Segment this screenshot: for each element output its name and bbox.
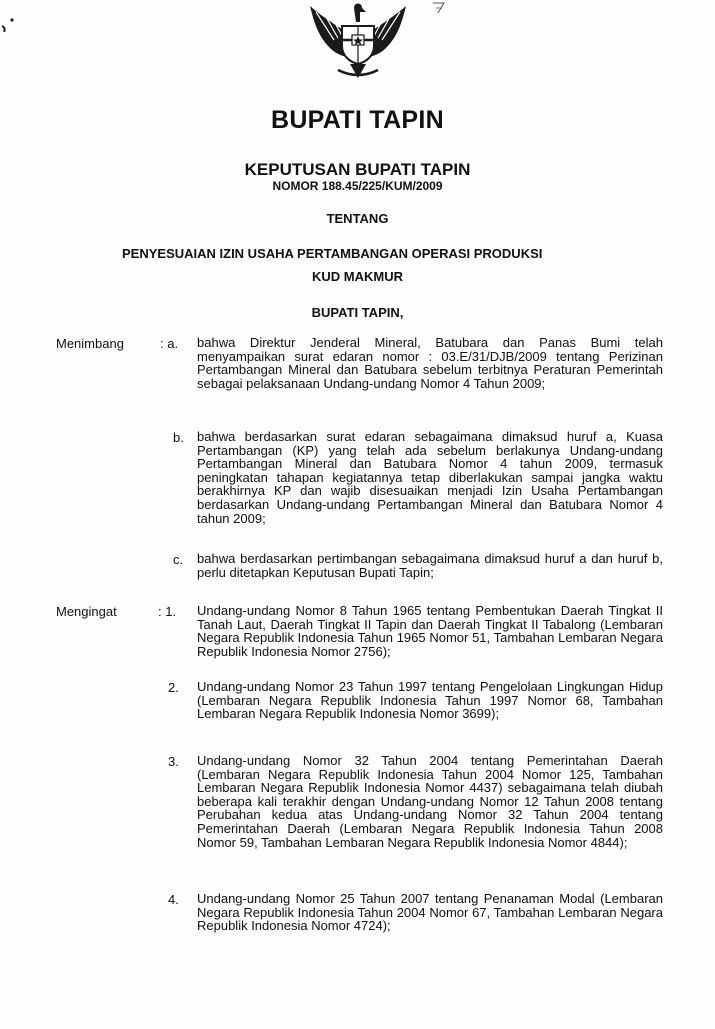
menimbang-label: Menimbang <box>56 336 124 351</box>
mengingat-item-marker-2: 2. <box>168 680 179 695</box>
decree-number: NOMOR 188.45/225/KUM/2009 <box>272 179 443 193</box>
decree-subject-entity: KUD MAKMUR <box>312 269 403 284</box>
menimbang-item-marker-c: c. <box>173 552 184 567</box>
mengingat-label: Mengingat <box>56 604 117 619</box>
handwritten-mark-icon <box>430 0 450 16</box>
regent-title: BUPATI TAPIN <box>270 106 445 134</box>
mengingat-item-4: Undang-undang Nomor 25 Tahun 2007 tentang Penanaman Modal (Lembaran Negara Republik Indonesia Tahun 2004 Nomor 67, Tambahan Lembaran Negara Republik Indonesia Nomor 4724); <box>197 891 663 934</box>
mengingat-item-marker-4: 4. <box>168 892 179 907</box>
menimbang-item-a: bahwa Direktur Jenderal Mineral, Batubara dan Panas Bumi telah menyampaikan surat edaran nomor : 03.E/31/DJB/2009 tentang Perizinan Pertambangan Mineral dan Batubara sebelum terbitnya Peraturan Pemerintah sebagai pelaksanaan Undang-undang Nomor 4 Tahun 2009; <box>197 335 663 391</box>
decree-title: KEPUTUSAN BUPATI TAPIN <box>244 160 471 179</box>
mengingat-item-2: Undang-undang Nomor 23 Tahun 1997 tentang Pengelolaan Lingkungan Hidup (Lembaran Negara Republik Indonesia Tahun 1997 Nomor 68, Tambahan Lembaran Negara Republik Indonesia Nomor 3699); <box>197 679 663 722</box>
issuer-heading: BUPATI TAPIN, <box>311 305 404 320</box>
menimbang-item-marker-a: : a. <box>160 336 179 351</box>
mengingat-item-3: Undang-undang Nomor 32 Tahun 2004 tentang Pemerintahan Daerah (Lembaran Negara Republik Indonesia Tahun 2004 Nomor 125, Tambahan Lembaran Negara Republik Indonesia Nomor 4437) sebagaimana telah diubah beberapa kali terakhir dengan Undang-undang Nomor 12 Tahun 2008 tentang Perubahan kedua atas Undang-undang Nomor 32 Tahun 2004 tentang Pemerintahan Daerah (Lembaran Negara Republik Indonesia Tahun 2008 Nomor 59, Tambahan Lembaran Negara Republik Indonesia Nomor 4844); <box>197 753 663 850</box>
garuda-emblem-icon <box>304 0 412 80</box>
menimbang-item-c: bahwa berdasarkan pertimbangan sebagaimana dimaksud huruf a dan huruf b, perlu ditetapkan Keputusan Bupati Tapin; <box>197 551 663 580</box>
menimbang-item-marker-b: b. <box>173 430 184 445</box>
about-heading: TENTANG <box>326 211 389 226</box>
mengingat-item-marker-1: : 1. <box>158 604 177 619</box>
mengingat-item-marker-3: 3. <box>168 754 179 769</box>
menimbang-item-b: bahwa berdasarkan surat edaran sebagaimana dimaksud huruf a, Kuasa Pertambangan (KP) yang telah ada sebelum berlakunya Undang-undang Pertambangan Mineral dan Batubara Nomor 4 tahun 2009, termasuk peningkatan tahapan kegiatannya tetap diberlakukan sampai jangka waktu berakhirnya KP dan wajib disesuaikan menjadi Izin Usaha Pertambangan berdasarkan Undang-undang Pertambangan Mineral dan Batubara Nomor 4 tahun 2009; <box>197 429 663 526</box>
decree-subject: PENYESUAIAN IZIN USAHA PERTAMBANGAN OPERASI PRODUKSI <box>122 246 543 261</box>
corner-mark-icon <box>0 12 16 32</box>
mengingat-item-1: Undang-undang Nomor 8 Tahun 1965 tentang Pembentukan Daerah Tingkat II Tanah Laut, Daerah Tingkat II Tapin dan Daerah Tingkat II Tabalong (Lembaran Negara Republik Indonesia Tahun 1965 Nomor 51, Tambahan Lembaran Negara Republik Indonesia Nomor 2756); <box>197 603 663 659</box>
